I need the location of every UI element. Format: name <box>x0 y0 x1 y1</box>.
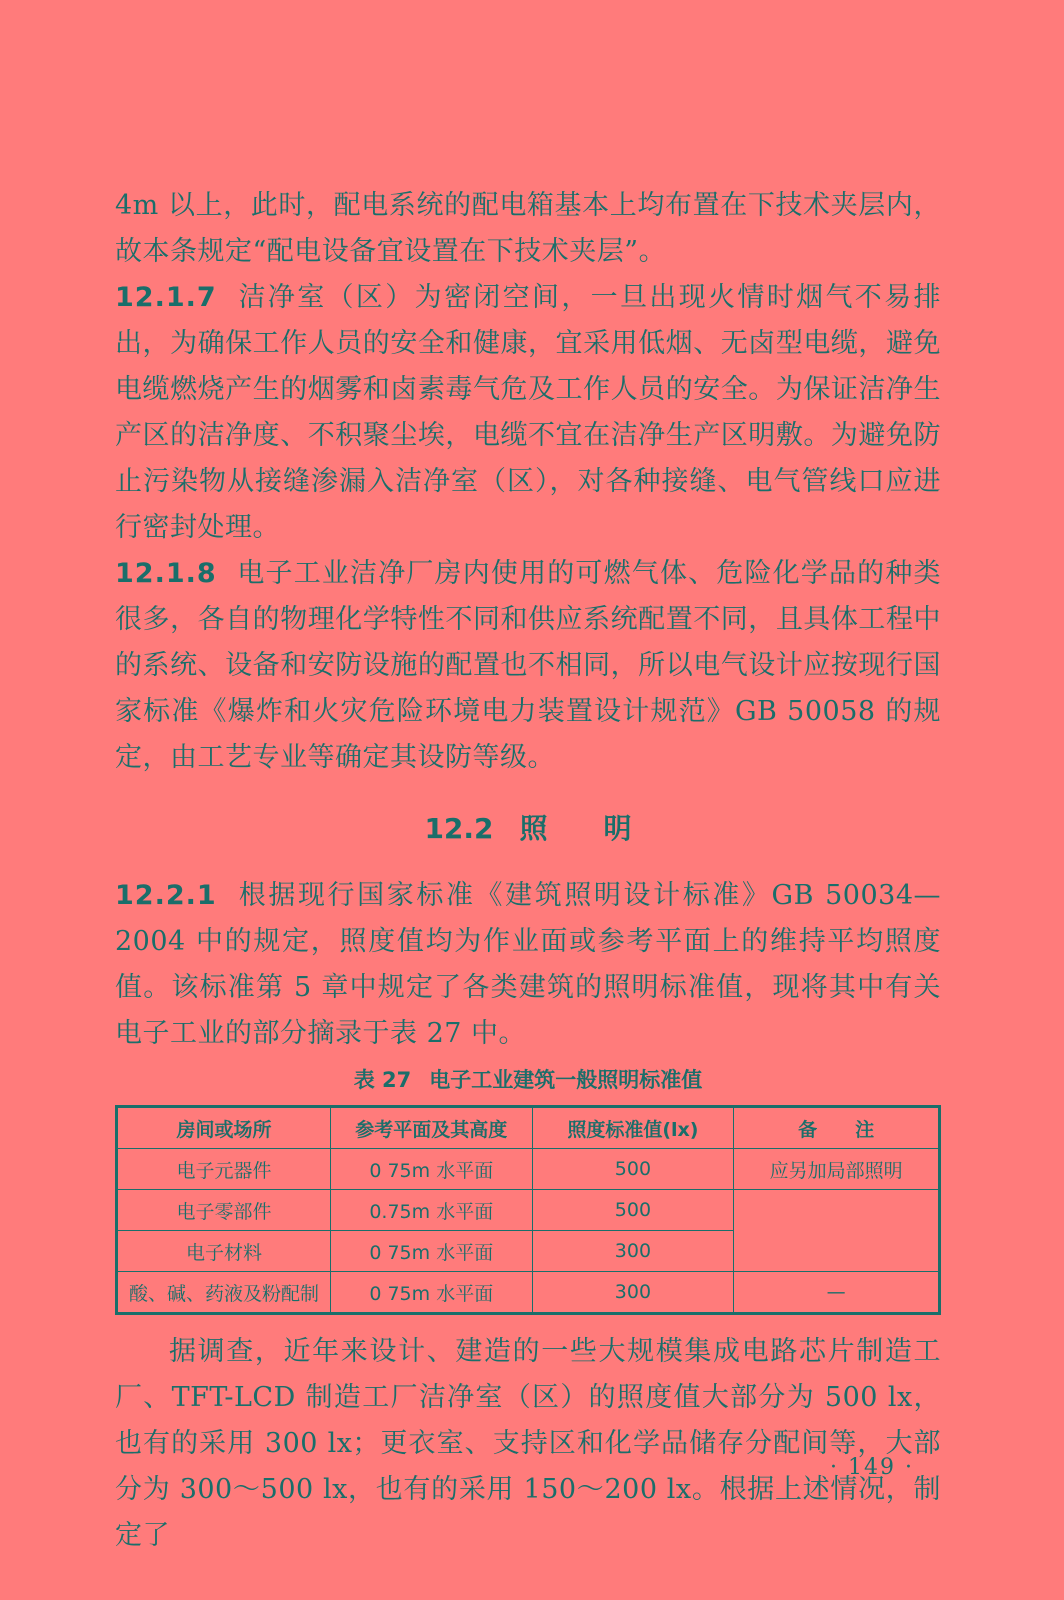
paragraph-continuation: 4m 以上，此时，配电系统的配电箱基本上均布置在下技术夹层内，故本条规定“配电设备宜设置在下技术夹层”。 <box>115 190 941 267</box>
cell-plane: 0 75m 水平面 <box>330 1149 532 1190</box>
table-caption <box>115 1063 941 1097</box>
clause-number: 12.2.1 <box>115 880 217 911</box>
cell-plane: 0 75m 水平面 <box>330 1231 532 1272</box>
table-title: 电子工业建筑一般照明标准值 <box>429 1068 703 1092</box>
section-name: 照 明 <box>519 812 632 845</box>
table-row <box>117 1272 940 1314</box>
page-body <box>115 183 941 1559</box>
cell-room: 电子元器件 <box>117 1149 331 1190</box>
table-row <box>117 1149 940 1190</box>
lighting-standard-table <box>115 1105 941 1315</box>
clause-text: 电子工业洁净厂房内使用的可燃气体、危险化学品的种类很多，各自的物理化学特性不同和供应系统配置不同，且具体工程中的系统、设备和安防设施的配置也不相同，所以电气设计应按现行国家标准《爆炸和火灾危险环境电力装置设计规范》GB 50058 的规定，由工艺专业等确定其设防等级。 <box>115 558 941 773</box>
table-number: 表 27 <box>353 1068 412 1092</box>
cell-remark: 应另加局部照明 <box>734 1149 940 1190</box>
page-number: · 149 · <box>830 1455 914 1480</box>
cell-room: 电子零部件 <box>117 1190 331 1231</box>
header-room: 房间或场所 <box>117 1107 331 1149</box>
table-row <box>117 1190 940 1231</box>
header-illuminance: 照度标准值(lx) <box>532 1107 734 1149</box>
paragraph-survey: 据调查，近年来设计、建造的一些大规模集成电路芯片制造工厂、TFT-LCD 制造工厂洁净室（区）的照度值大部分为 500 lx，也有的采用 300 lx；更衣室、支持区和化学品储存分配间等，大部分为 300～500 lx，也有的采用 150～200 lx。根据上述情况，制定了 <box>115 1336 941 1551</box>
header-remarks: 备 注 <box>734 1107 940 1149</box>
cell-plane: 0.75m 水平面 <box>330 1190 532 1231</box>
cell-room: 电子材料 <box>117 1231 331 1272</box>
cell-remark-merged <box>734 1190 940 1272</box>
cell-lux: 300 <box>532 1272 734 1314</box>
clause-12-1-7 <box>115 275 941 551</box>
cell-lux: 500 <box>532 1190 734 1231</box>
clause-12-2-1 <box>115 873 941 1057</box>
cell-plane: 0 75m 水平面 <box>330 1272 532 1314</box>
clause-number: 12.1.8 <box>115 558 217 589</box>
cell-room: 酸、碱、药液及粉配制 <box>117 1272 331 1314</box>
table-header-row <box>117 1107 940 1149</box>
header-reference-plane: 参考平面及其高度 <box>330 1107 532 1149</box>
section-number: 12.2 <box>424 812 494 845</box>
section-heading <box>115 803 941 855</box>
cell-lux: 500 <box>532 1149 734 1190</box>
clause-text: 根据现行国家标准《建筑照明设计标准》GB 50034—2004 中的规定，照度值均为作业面或参考平面上的维持平均照度值。该标准第 5 章中规定了各类建筑的照明标准值，现将其中有关电子工业的部分摘录于表 27 中。 <box>115 880 941 1049</box>
clause-text: 洁净室（区）为密闭空间，一旦出现火情时烟气不易排出，为确保工作人员的安全和健康，宜采用低烟、无卤型电缆，避免电缆燃烧产生的烟雾和卤素毒气危及工作人员的安全。为保证洁净生产区的洁净度、不积聚尘埃，电缆不宜在洁净生产区明敷。为避免防止污染物从接缝渗漏入洁净室（区），对各种接缝、电气管线口应进行密封处理。 <box>115 282 941 543</box>
clause-number: 12.1.7 <box>115 282 217 313</box>
cell-remark: — <box>734 1272 940 1314</box>
clause-12-1-8 <box>115 551 941 781</box>
cell-lux: 300 <box>532 1231 734 1272</box>
